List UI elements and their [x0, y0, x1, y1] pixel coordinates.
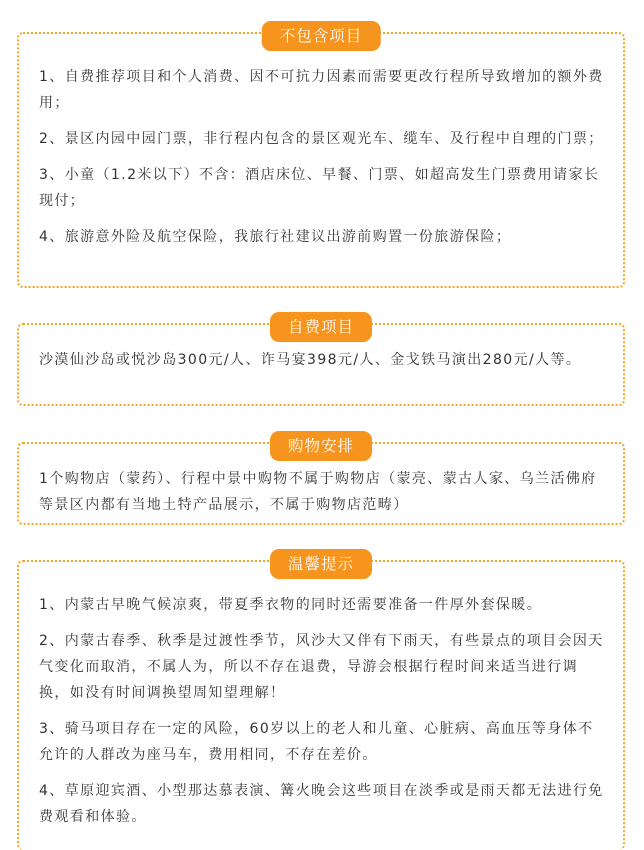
section-not-included	[17, 27, 625, 288]
section-title: 自费项目	[270, 312, 372, 342]
section-body	[39, 64, 605, 250]
section-body	[39, 347, 605, 373]
section-title: 购物安排	[270, 431, 372, 461]
list-item: 1、自费推荐项目和个人消费、因不可抗力因素而需要更改行程所导致增加的额外费用；	[39, 69, 604, 111]
list-item: 2、内蒙古春季、秋季是过渡性季节，风沙大又伴有下雨天，有些景点的项目会因天气变化而取消，不属人为，所以不存在退费，导游会根据行程时间来适当进行调换，如没有时间调换望周知望理解！	[39, 633, 604, 701]
list-item: 1个购物店（蒙药）、行程中景中购物不属于购物店（蒙亮、蒙古人家、乌兰活佛府等景区内都有当地土特产品展示，不属于购物店范畴）	[39, 471, 597, 513]
list-item: 3、骑马项目存在一定的风险，60岁以上的老人和儿童、心脏病、高血压等身体不允许的人群改为座马车，费用相同，不存在差价。	[39, 721, 594, 763]
list-item: 2、景区内园中园门票，非行程内包含的景区观光车、缆车、及行程中自理的门票；	[39, 131, 604, 147]
list-item: 1、内蒙古早晚气候凉爽，带夏季衣物的同时还需要准备一件厚外套保暖。	[39, 597, 543, 613]
section-shopping	[17, 437, 625, 525]
section-tips	[17, 555, 625, 850]
section-title: 温馨提示	[270, 549, 372, 579]
list-item: 4、旅游意外险及航空保险，我旅行社建议出游前购置一份旅游保险；	[39, 229, 512, 245]
list-item: 沙漠仙沙岛或悦沙岛300元/人、诈马宴398元/人、金戈铁马演出280元/人等。	[39, 352, 582, 368]
list-item: 4、草原迎宾酒、小型那达慕表演、篝火晚会这些项目在淡季或是雨天都无法进行免费观看和体验。	[39, 783, 604, 825]
list-item: 3、小童（1.2米以下）不含：酒店床位、早餐、门票、如超高发生门票费用请家长现付；	[39, 167, 600, 209]
section-body	[39, 466, 605, 518]
section-optional-items	[17, 318, 625, 406]
section-title: 不包含项目	[262, 21, 381, 51]
section-body	[39, 592, 605, 830]
